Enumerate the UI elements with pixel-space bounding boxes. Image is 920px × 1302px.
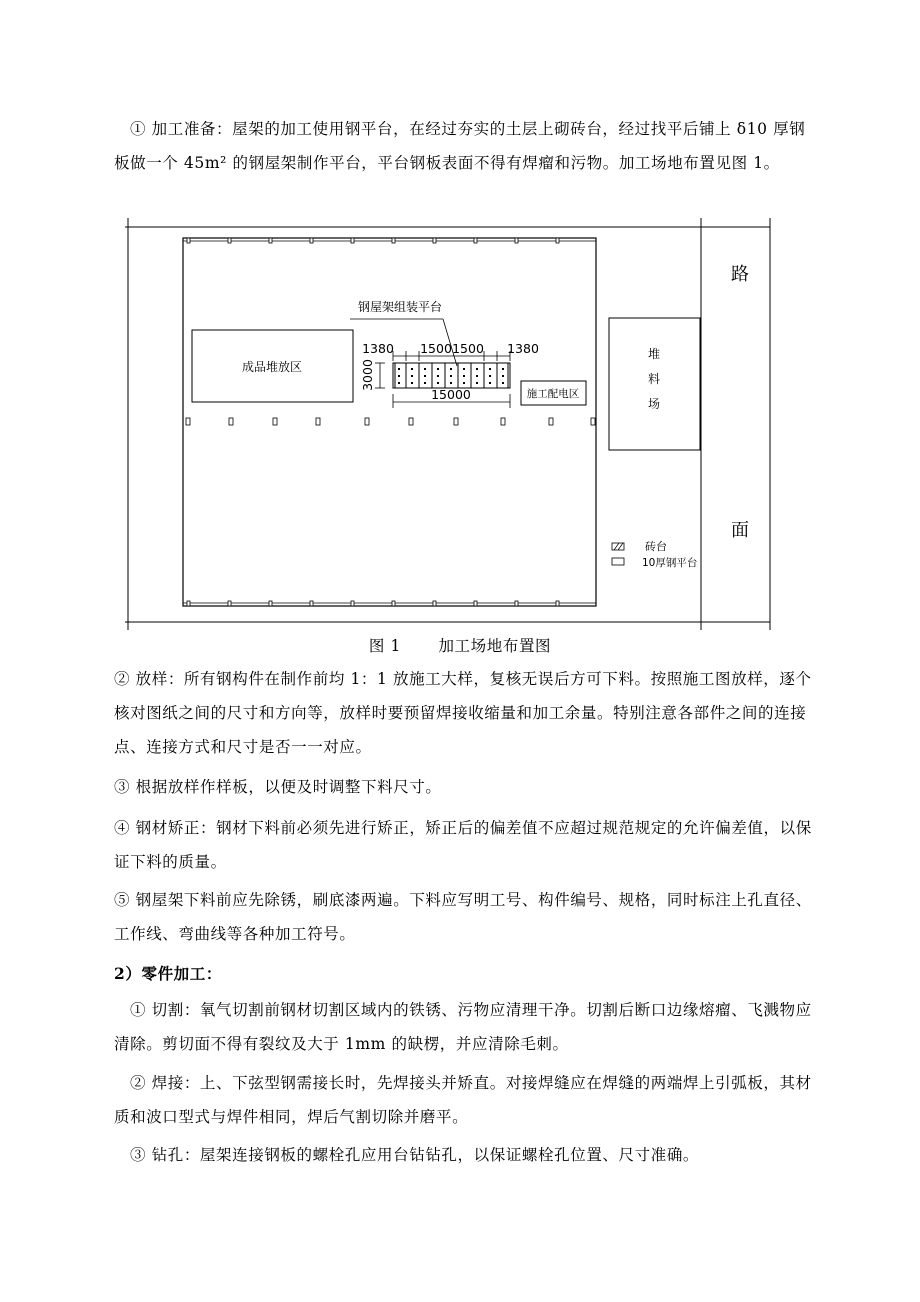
figure-caption (0, 634, 920, 656)
shed-outline (183, 238, 596, 606)
bottom-brick-piers (187, 601, 559, 606)
heading-parts-processing: 2）零件加工： (114, 964, 222, 983)
stockyard-label-2: 料 (647, 372, 661, 386)
power-distribution-label: 施工配电区 (526, 388, 580, 400)
stockyard-label-3: 场 (647, 397, 661, 411)
legend-steel-label: 10厚钢平台 (642, 557, 698, 569)
paragraph-cutting: ① 切割：氧气切割前钢材切割区域内的铁锈、污物应清理干净。切割后断口边缘熔瘤、飞溅物应清除。剪切面不得有裂纹及大于 1mm 的缺楞，并应清除毛刺。 (114, 1001, 812, 1053)
finished-storage-label: 成品堆放区 (241, 360, 303, 374)
legend-steel-swatch (612, 558, 624, 565)
dim-1380-right: 1380 (507, 341, 539, 356)
assembly-platform-label: 钢屋架组装平台 (357, 300, 443, 314)
figure-title: 加工场地布置图 (438, 637, 552, 655)
paragraph-rust-removal: ⑤ 钢屋架下料前应先除锈，刷底漆两遍。下料应写明工号、构件编号、规格，同时标注上孔直径、工作线、弯曲线等各种加工符号。 (114, 891, 812, 943)
legend-brick-label: 砖台 (645, 540, 667, 553)
paragraph-template: ③ 根据放样作样板，以便及时调整下料尺寸。 (114, 778, 442, 796)
dim-1500-a: 1500 (420, 341, 452, 356)
paragraph-straightening: ④ 钢材矫正：钢材下料前必须先进行矫正，矫正后的偏差值不应超过规范规定的允许偏差值，以保证下料的质量。 (114, 819, 812, 871)
dim-3000: 3000 (360, 359, 375, 391)
paragraph-welding: ② 焊接：上、下弦型钢需接长时，先焊接头并矫直。对接焊缝应在焊缝的两端焊上引弧板，其材质和波口型式与焊件相同，焊后气割切除并磨平。 (114, 1074, 812, 1126)
road-label-bottom: 面 (731, 520, 749, 541)
paragraph-drilling: ③ 钻孔：屋架连接钢板的螺栓孔应用台钻钻孔，以保证螺栓孔位置、尺寸准确。 (130, 1146, 700, 1164)
legend (612, 539, 698, 569)
stockyard-label-1: 堆 (647, 347, 661, 361)
assembly-platform-piers (398, 368, 504, 384)
middle-brick-piers (186, 418, 595, 425)
dim-15000: 15000 (431, 387, 471, 402)
top-brick-piers (187, 238, 559, 243)
figure-number: 图 1 (368, 637, 401, 655)
site-layout-diagram (118, 218, 798, 630)
dim-1500-b: 1500 (452, 341, 484, 356)
road-label-top: 路 (731, 264, 749, 285)
paragraph-layout: ② 放样：所有钢构件在制作前均 1：1 放施工大样，复核无误后方可下料。按照施工图放样，逐个核对图纸之间的尺寸和方向等，放样时要预留焊接收缩量和加工余量。特别注意各部件之间的连接点、连接方式和尺寸是否一一对应。 (114, 670, 812, 756)
paragraph-preparation: ① 加工准备：屋架的加工使用钢平台，在经过夯实的土层上砌砖台，经过找平后铺上 δ10 厚钢板做一个 45m² 的钢屋架制作平台，平台钢板表面不得有焊瘤和污物。加工场地布置见图 1。 (114, 120, 806, 172)
dim-1380-left: 1380 (362, 341, 394, 356)
